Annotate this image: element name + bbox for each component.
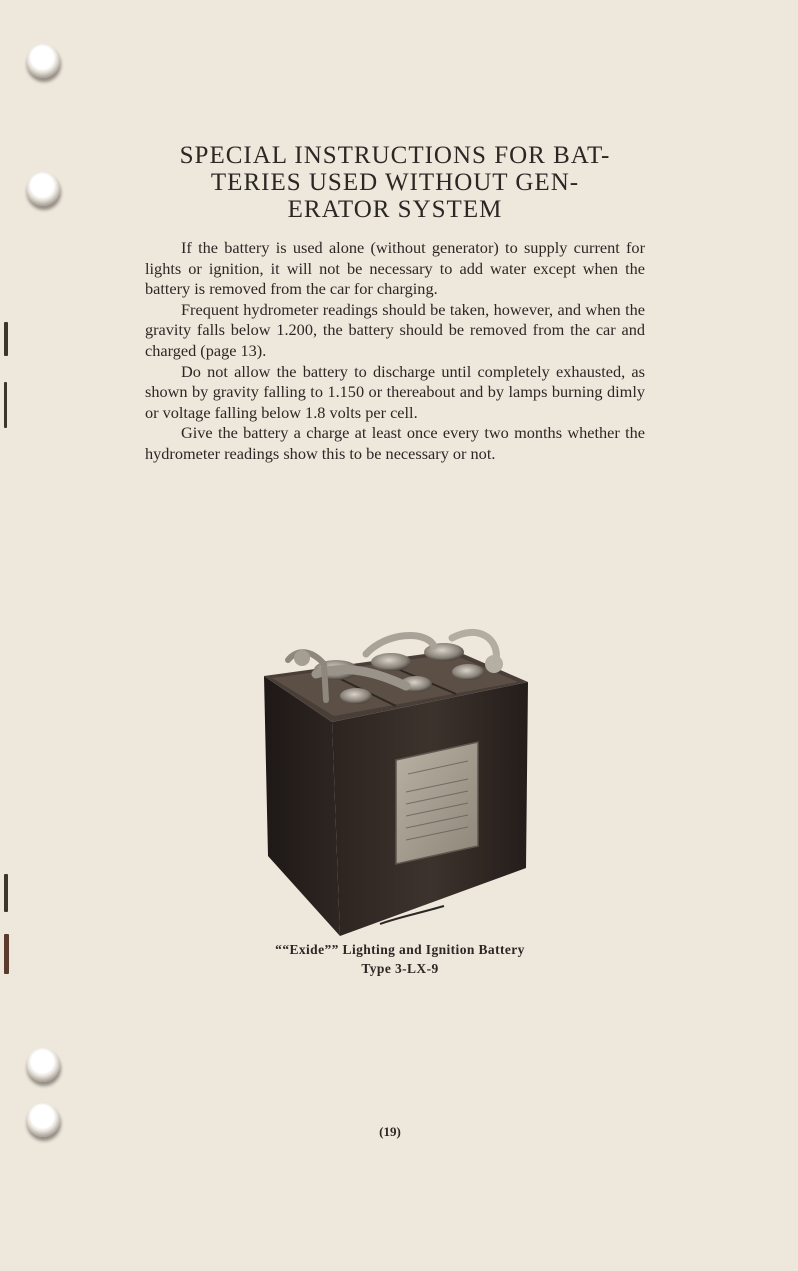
binding-mark xyxy=(4,934,9,974)
body-text xyxy=(145,238,645,465)
caption-line: ““Exide”” Lighting and Ignition Battery xyxy=(275,942,525,957)
title-line: SPECIAL INSTRUCTIONS FOR BAT- xyxy=(179,142,611,169)
page-title xyxy=(120,142,670,223)
binder-hole xyxy=(26,172,60,206)
figure-caption xyxy=(190,940,610,978)
paragraph: If the battery is used alone (without generator) to supply current for lights or ignition, it will not be necessary to add water except when the battery is removed from the car for charging. xyxy=(145,238,645,299)
caption-line: Type 3-LX-9 xyxy=(361,961,439,976)
title-line: TERIES USED WITHOUT GEN- xyxy=(210,169,580,196)
binder-hole xyxy=(26,44,60,78)
binding-mark xyxy=(4,874,8,912)
paragraph: Do not allow the battery to discharge until completely exhausted, as shown by gravity falling to 1.150 or thereabout and by lamps burning dimly or voltage falling below 1.8 volts per cell. xyxy=(145,361,645,422)
page-number: (19) xyxy=(379,1124,401,1139)
battery-illustration xyxy=(256,624,536,944)
binder-hole xyxy=(26,1103,60,1137)
paragraph: Give the battery a charge at least once every two months whether the hydrometer readings show this to be necessary or not. xyxy=(145,423,645,463)
title-line: ERATOR SYSTEM xyxy=(287,196,503,223)
binding-mark xyxy=(4,382,7,428)
paragraph: Frequent hydrometer readings should be taken, however, and when the gravity falls below 1.200, the battery should be removed from the car and charged (page 13). xyxy=(145,299,645,360)
binder-hole xyxy=(26,1048,60,1082)
binding-mark xyxy=(4,322,8,356)
